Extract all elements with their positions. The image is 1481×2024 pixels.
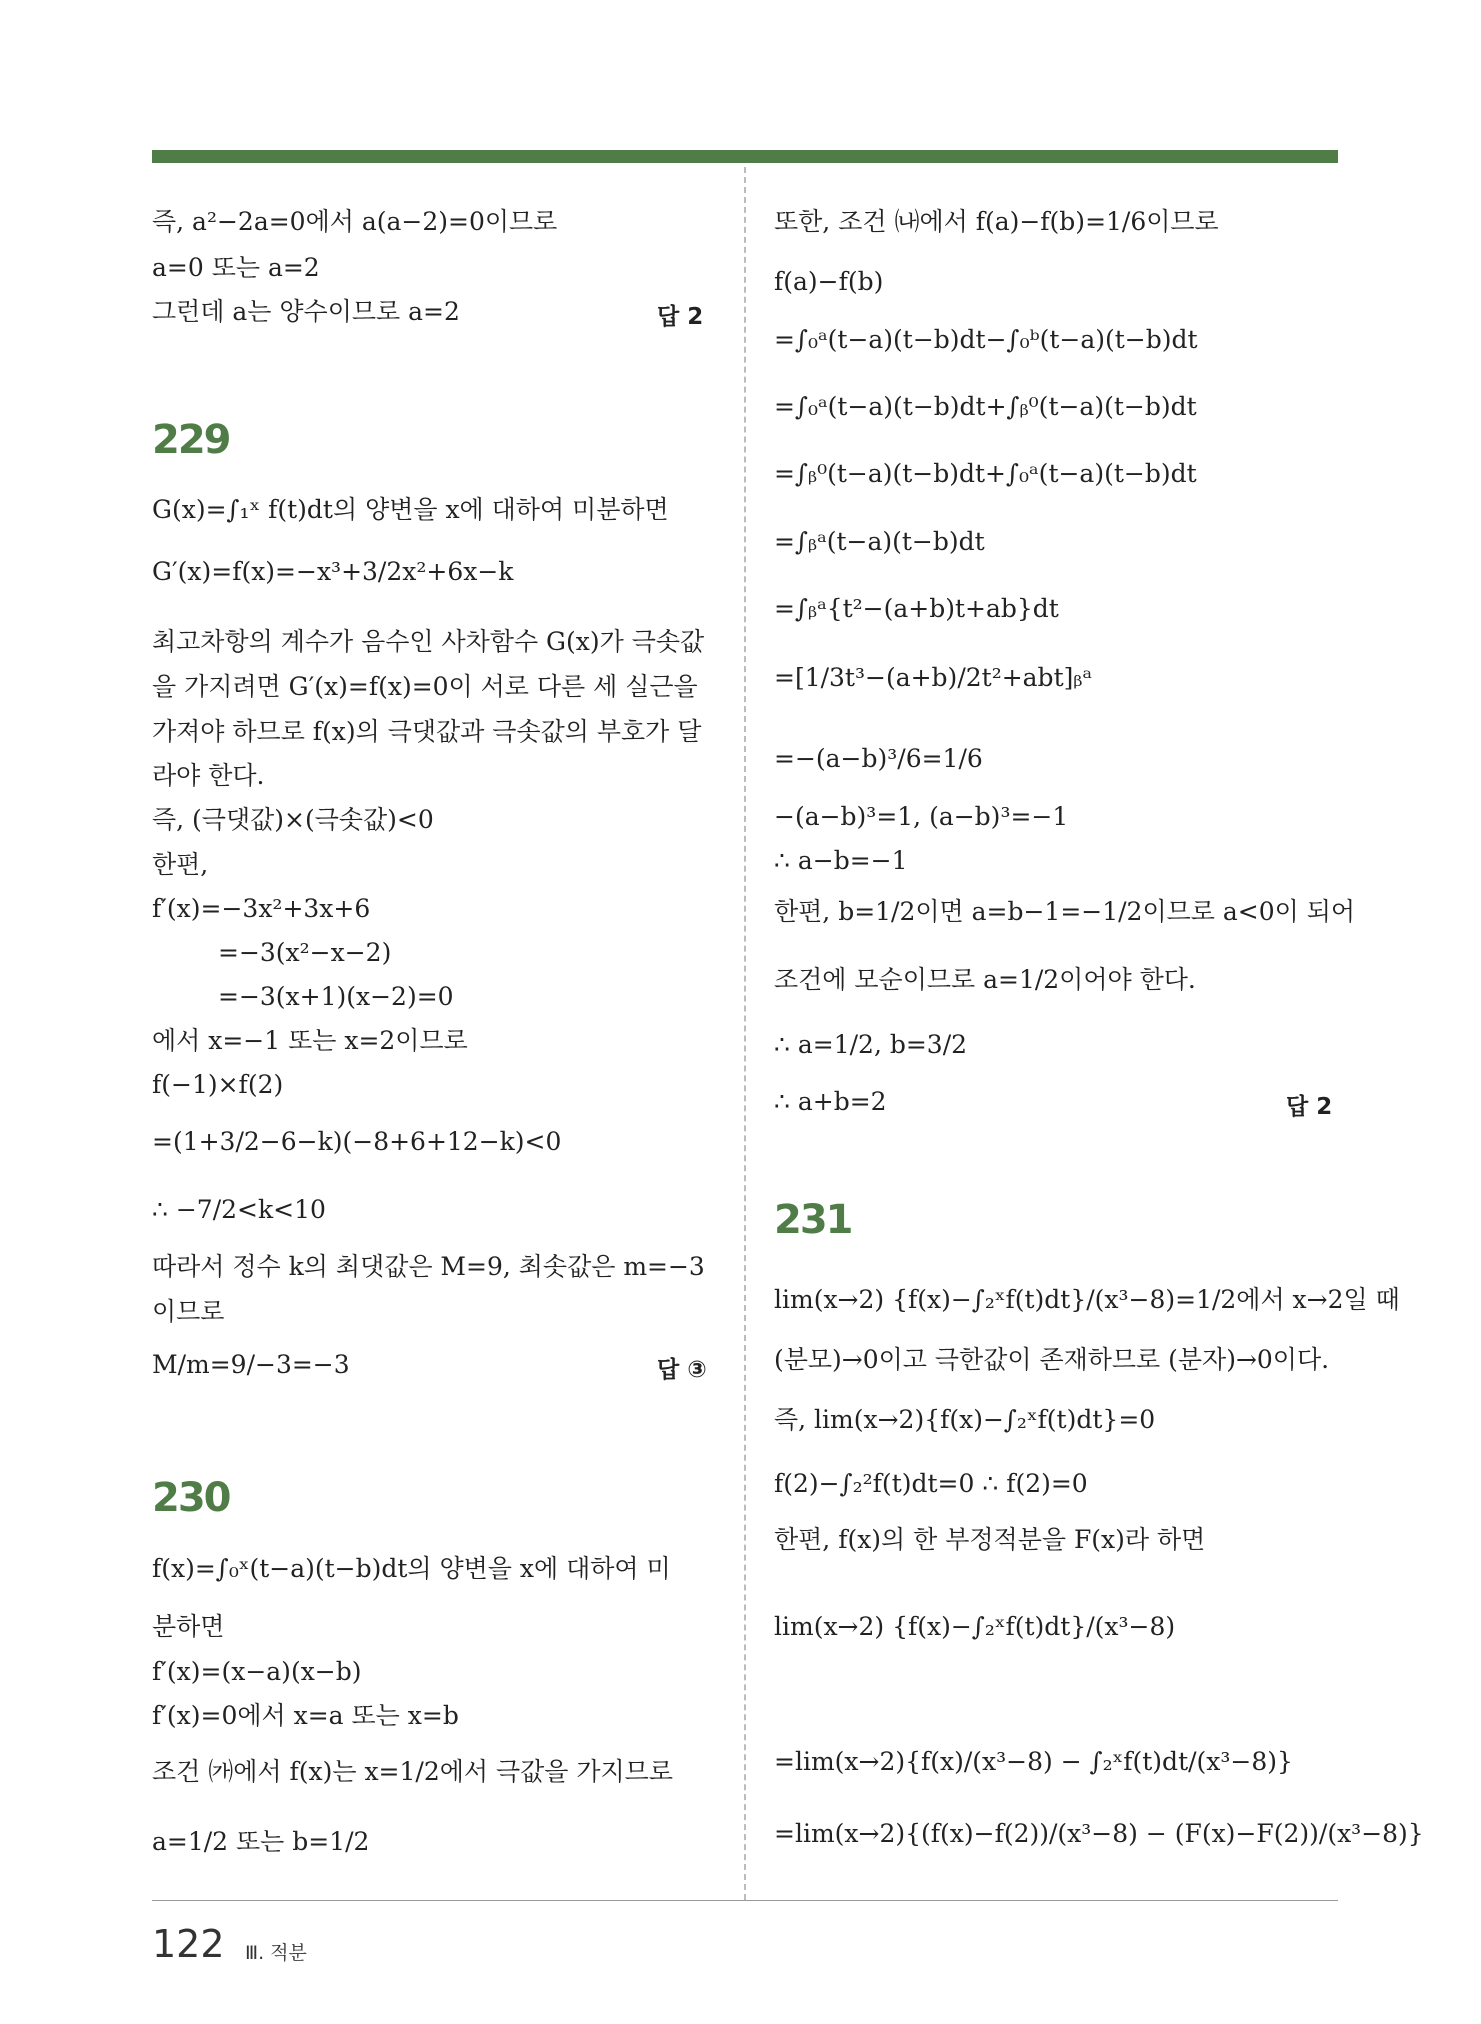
text-line: 이므로 [152,1297,225,1326]
text-line: =∫ᵦᵃ{t²−(a+b)t+ab}dt [774,594,1059,623]
text-line: 그런데 a는 양수이므로 a=2 [152,297,460,326]
text-line: G(x)=∫₁ˣ f(t)dt의 양변을 x에 대하여 미분하면 [152,495,669,524]
text-line: 한편, f(x)의 한 부정적분을 F(x)라 하면 [774,1525,1206,1554]
text-line: =∫₀ᵃ(t−a)(t−b)dt+∫ᵦ⁰(t−a)(t−b)dt [774,392,1197,421]
text-line: =∫₀ᵃ(t−a)(t−b)dt−∫₀ᵇ(t−a)(t−b)dt [774,325,1198,354]
text-line: f′(x)=(x−a)(x−b) [152,1657,362,1686]
text-line: f(x)=∫₀ˣ(t−a)(t−b)dt의 양변을 x에 대하여 미 [152,1554,671,1583]
answer-label: 답 2 [1286,1094,1333,1120]
text-line: 한편, b=1/2이면 a=b−1=−1/2이므로 a<0이 되어 [774,897,1356,926]
text-line: a=1/2 또는 b=1/2 [152,1827,370,1856]
text-line: 조건 ㈎에서 f(x)는 x=1/2에서 극값을 가지므로 [152,1757,673,1786]
text-line: f(2)−∫₂²f(t)dt=0 ∴ f(2)=0 [774,1469,1088,1498]
text-line: 라야 한다. [152,761,265,790]
text-line: =∫ᵦᵃ(t−a)(t−b)dt [774,527,985,556]
text-line: lim(x→2) {f(x)−∫₂ˣf(t)dt}/(x³−8) [774,1612,1176,1641]
text-line: =−(a−b)³/6=1/6 [774,744,983,773]
section-title: Ⅲ. 적분 [245,1942,307,1964]
text-line: =lim(x→2){f(x)/(x³−8) − ∫₂ˣf(t)dt/(x³−8)} [774,1747,1293,1776]
text-line: 즉, a²−2a=0에서 a(a−2)=0이므로 [152,207,558,236]
text-line: ∴ a+b=2 [774,1087,887,1116]
text-line: =−3(x+1)(x−2)=0 [218,982,454,1011]
text-line: ∴ a=1/2, b=3/2 [774,1030,968,1059]
text-line: 따라서 정수 k의 최댓값은 M=9, 최솟값은 m=−3 [152,1252,705,1281]
text-line: f(a)−f(b) [774,267,884,296]
problem-number-231: 231 [774,1197,852,1243]
text-line: 에서 x=−1 또는 x=2이므로 [152,1026,468,1055]
page-number: 122 [152,1922,225,1966]
column-divider [744,167,746,1900]
text-line: 또한, 조건 ㈏에서 f(a)−f(b)=1/6이므로 [774,207,1219,236]
text-line: f′(x)=0에서 x=a 또는 x=b [152,1701,459,1730]
text-line: =∫ᵦ⁰(t−a)(t−b)dt+∫₀ᵃ(t−a)(t−b)dt [774,459,1197,488]
text-line: f(−1)×f(2) [152,1070,284,1099]
text-line: 한편, [152,850,209,879]
text-line: G′(x)=f(x)=−x³+3/2x²+6x−k [152,557,514,586]
text-line: =(1+3/2−6−k)(−8+6+12−k)<0 [152,1127,562,1156]
text-line: (분모)→0이고 극한값이 존재하므로 (분자)→0이다. [774,1345,1330,1374]
answer-label: 답 ③ [657,1357,707,1383]
text-line: 즉, lim(x→2){f(x)−∫₂ˣf(t)dt}=0 [774,1405,1156,1434]
text-line: =lim(x→2){(f(x)−f(2))/(x³−8) − (F(x)−F(2))/(x³−8)} [774,1819,1424,1848]
text-line: 조건에 모순이므로 a=1/2이어야 한다. [774,965,1196,994]
text-line: ∴ −7/2<k<10 [152,1195,326,1224]
text-line: =−3(x²−x−2) [218,938,392,967]
text-line: a=0 또는 a=2 [152,253,320,282]
text-line: 가져야 하므로 f(x)의 극댓값과 극솟값의 부호가 달 [152,717,702,746]
answer-label: 답 2 [657,304,704,330]
text-line: ∴ a−b=−1 [774,846,908,875]
text-line: lim(x→2) {f(x)−∫₂ˣf(t)dt}/(x³−8)=1/2에서 x→2일 때 [774,1285,1400,1314]
text-line: 분하면 [152,1612,225,1641]
text-line: 즉, (극댓값)×(극솟값)<0 [152,805,434,834]
problem-number-229: 229 [152,417,230,463]
text-line: 최고차항의 계수가 음수인 사차함수 G(x)가 극솟값 [152,627,705,656]
text-line: f′(x)=−3x²+3x+6 [152,894,371,923]
problem-number-230: 230 [152,1475,230,1521]
text-line: =[1/3t³−(a+b)/2t²+abt]ᵦᵃ [774,663,1093,692]
top-accent-bar [152,150,1338,163]
text-line: −(a−b)³=1, (a−b)³=−1 [774,802,1069,831]
text-line: 을 가지려면 G′(x)=f(x)=0이 서로 다른 세 실근을 [152,672,698,701]
text-line: M/m=9/−3=−3 [152,1350,350,1379]
footer-rule [152,1900,1338,1901]
